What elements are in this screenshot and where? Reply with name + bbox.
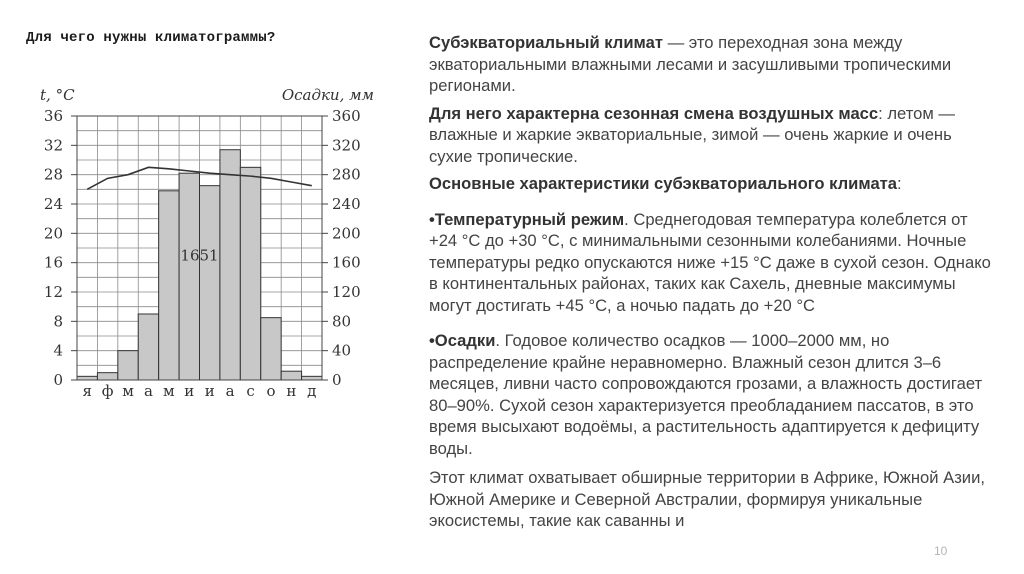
month-label: о bbox=[266, 382, 276, 400]
left-tick-label: 12 bbox=[43, 283, 63, 301]
right-tick-label: 320 bbox=[332, 136, 361, 155]
month-label: ф bbox=[101, 382, 114, 400]
month-label: и bbox=[184, 382, 195, 400]
page-number: 10 bbox=[934, 544, 948, 558]
right-tick-label: 360 bbox=[332, 107, 361, 125]
right-tick-label: 280 bbox=[332, 165, 361, 184]
temperature-heading: •Температурный режим bbox=[429, 209, 625, 229]
right-tick-label: 120 bbox=[332, 283, 361, 301]
month-label: и bbox=[204, 382, 215, 400]
climatogram-chart bbox=[22, 78, 392, 408]
precipitation-bar bbox=[220, 150, 240, 380]
paragraph-temperature bbox=[429, 209, 995, 317]
left-tick-label: 0 bbox=[53, 371, 63, 389]
right-tick-label: 200 bbox=[332, 224, 361, 243]
right-axis-title: Осадки, мм bbox=[281, 86, 374, 104]
left-tick-label: 4 bbox=[53, 341, 63, 360]
month-label: а bbox=[143, 382, 153, 400]
paragraph-definition bbox=[429, 32, 995, 97]
precipitation-bar bbox=[118, 351, 138, 380]
characteristics-heading: Основные характеристики субэкваториального климата bbox=[429, 174, 898, 193]
precipitation-bar bbox=[281, 371, 301, 380]
right-tick-label: 80 bbox=[332, 312, 352, 331]
month-label: я bbox=[82, 382, 92, 400]
right-tick-label: 0 bbox=[332, 371, 342, 389]
slide-title: Для чего нужны климатограммы? bbox=[26, 30, 276, 46]
definition-text: — это переходная зона между экваториальными влажными лесами и засушливыми тропическими регионами. bbox=[429, 33, 952, 95]
precipitation-bar bbox=[261, 318, 281, 380]
month-label: д bbox=[307, 382, 317, 400]
paragraph-air-masses bbox=[429, 103, 995, 168]
precipitation-bar bbox=[77, 376, 97, 380]
right-tick-label: 160 bbox=[332, 253, 361, 272]
month-label: с bbox=[246, 382, 255, 400]
left-axis-title: t, °C bbox=[40, 86, 75, 104]
left-tick-label: 28 bbox=[43, 165, 63, 184]
left-tick-label: 8 bbox=[53, 312, 63, 331]
precipitation-bar bbox=[159, 191, 179, 380]
precipitation-bar bbox=[240, 167, 260, 380]
term-subequatorial: Субэкваториальный климат bbox=[429, 33, 663, 52]
precipitation-heading: •Осадки bbox=[429, 331, 496, 350]
characteristics-colon: : bbox=[897, 174, 902, 193]
left-tick-label: 24 bbox=[43, 195, 63, 213]
right-tick-label: 240 bbox=[332, 195, 361, 213]
paragraph-characteristics bbox=[429, 173, 995, 195]
text-column bbox=[429, 32, 995, 574]
air-masses-heading: Для него характерна сезонная смена воздушных масс bbox=[429, 103, 879, 123]
annual-total-label: 1651 bbox=[180, 246, 219, 265]
precipitation-bar bbox=[302, 376, 322, 380]
precipitation-bar bbox=[138, 314, 158, 380]
month-label: н bbox=[286, 382, 297, 400]
left-tick-label: 20 bbox=[43, 224, 63, 243]
air-masses-text: : летом — влажные и жаркие экваториальные, зимой — очень жаркие и очень сухие тропические. bbox=[429, 103, 955, 166]
left-tick-label: 32 bbox=[43, 136, 63, 155]
precipitation-bar bbox=[200, 186, 220, 380]
temperature-text: . Среднегодовая температура колеблется от +24 °C до +30 °C, с минимальными сезонными колебаниями. Ночные температуры редко опускаются ниже +15 °C даже в сухой сезон. Однако в континентальных районах, таких как Сахель, дневные максимумы могут достигать +45 °C, а ночью падать до +20 °C bbox=[429, 209, 991, 315]
month-label: м bbox=[122, 382, 134, 400]
paragraph-regions: Этот климат охватывает обширные территории в Африке, Южной Азии, Южной Америке и Северной Австралии, формируя уникальные экосистемы, такие как саванны и bbox=[429, 468, 985, 530]
left-tick-label: 16 bbox=[43, 253, 63, 272]
left-tick-label: 36 bbox=[43, 107, 63, 125]
precipitation-bar bbox=[97, 373, 117, 380]
month-label: а bbox=[225, 382, 235, 400]
month-label: м bbox=[163, 382, 175, 400]
precipitation-bar bbox=[179, 173, 199, 380]
precipitation-text: . Годовое количество осадков — 1000–2000 мм, но распределение крайне неравномерно. Влажный сезон длится 3–6 месяцев, ливни часто сопровождаются грозами, а влажность достигает 80–90%. Сухой сезон характеризуется преобладанием пассатов, в это время высыхают водоёмы, а растительность адаптируется к дефициту воды. bbox=[429, 331, 983, 458]
paragraph-precipitation bbox=[429, 330, 995, 459]
right-tick-label: 40 bbox=[332, 341, 352, 360]
